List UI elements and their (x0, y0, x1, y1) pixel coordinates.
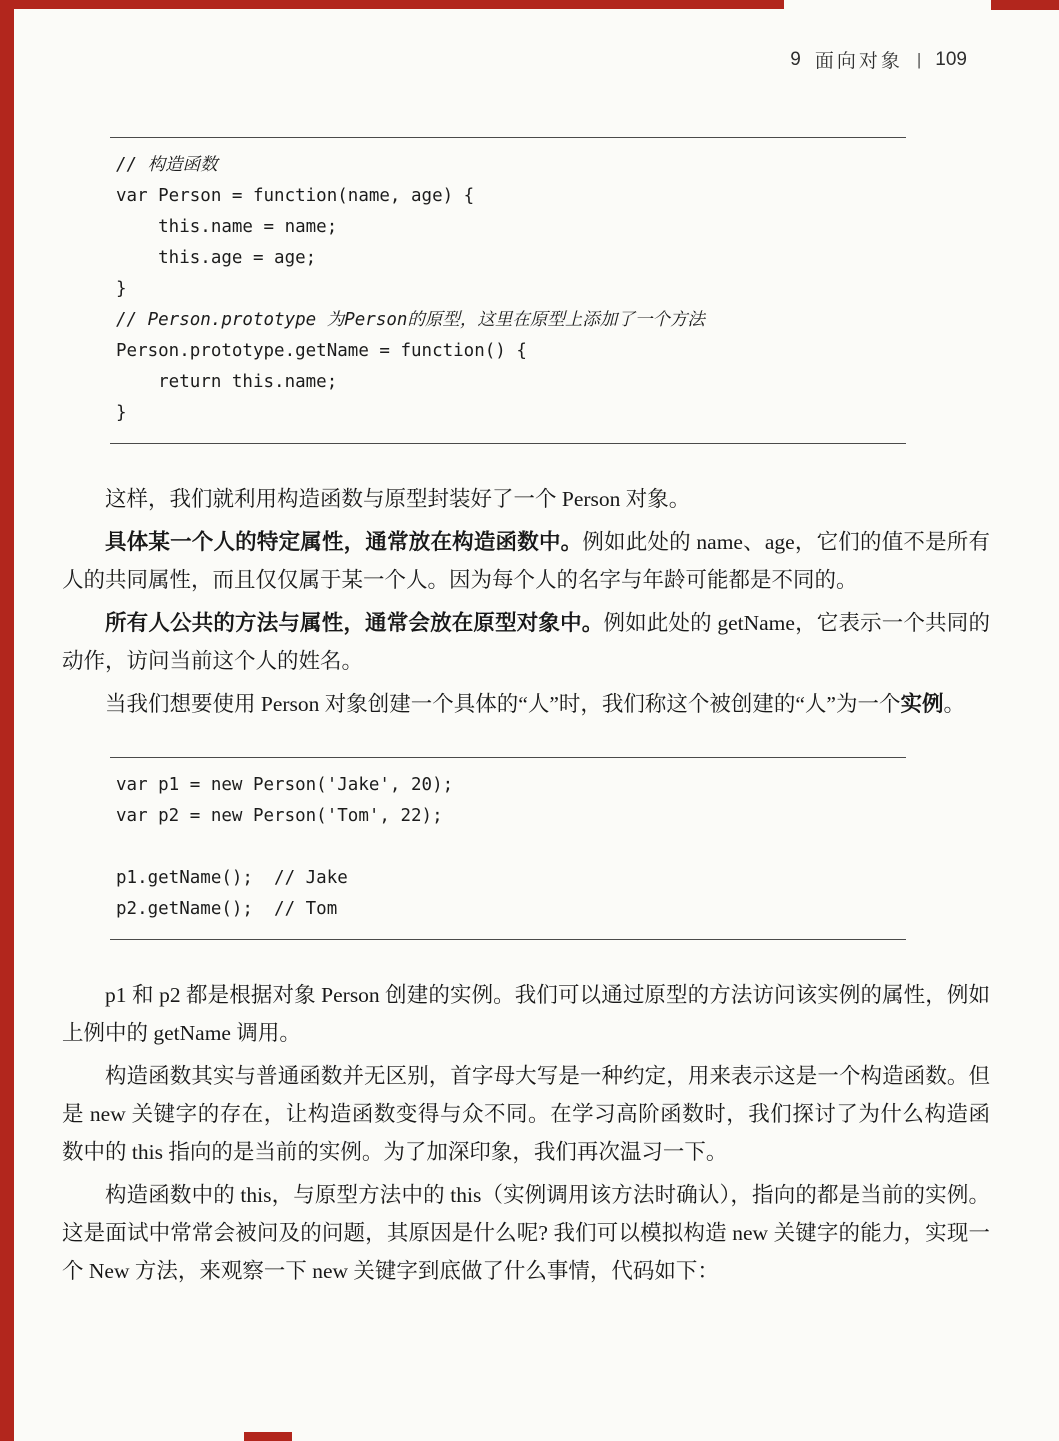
paragraph-text: 当我们想要使用 Person 对象创建一个具体的“人”时，我们称这个被创建的“人”为一个 (105, 692, 901, 716)
paragraph-this-explanation (62, 1176, 990, 1290)
page-number: 109 (935, 48, 967, 70)
code-line (116, 832, 906, 863)
paragraph-text: p1 和 p2 都是根据对象 Person 创建的实例。我们可以通过原型的方法访问该实例的属性，例如上例中的 getName 调用。 (62, 983, 990, 1045)
code-line: // Person.prototype 为Person的原型，这里在原型上添加了一个方法 (116, 310, 705, 330)
code-block-instances (110, 757, 906, 940)
paragraph-bold-lead: 所有人公共的方法与属性，通常会放在原型对象中。 (105, 611, 604, 635)
paragraph-text: 构造函数其实与普通函数并无区别，首字母大写是一种约定，用来表示这是一个构造函数。但是 new 关键字的存在，让构造函数变得与众不同。在学习高阶函数时，我们探讨了为什么构造函数中的 this 指向的是当前的实例。为了加深印象，我们再次温习一下。 (62, 1064, 990, 1164)
paragraph-text: 这样，我们就利用构造函数与原型封装好了一个 Person 对象。 (105, 487, 691, 511)
paragraph-bold-term: 实例 (900, 692, 944, 716)
code-line: this.age = age; (116, 248, 317, 268)
paragraph-specific-properties (62, 523, 990, 599)
paragraph-constructor-convention (62, 1057, 990, 1171)
paragraph-text: 例如此处的 name、age，它们的值不是所有人的共同属性，而且仅仅属于某一个人。因为每个人的名字与年龄可能都是不同的。 (62, 530, 990, 592)
code-line: p2.getName(); // Tom (116, 899, 338, 919)
paragraph-summary (62, 480, 990, 518)
code-line: // 构造函数 (116, 155, 218, 175)
code-line: } (116, 403, 127, 423)
code-line: var p1 = new Person('Jake', 20); (116, 775, 454, 795)
paragraph-p1-p2-instances (62, 976, 990, 1052)
code-line: return this.name; (116, 372, 338, 392)
paragraph-shared-methods (62, 604, 990, 680)
code-line: var Person = function(name, age) { (116, 186, 475, 206)
chapter-number: 9 (790, 48, 801, 70)
paragraph-text: 构造函数中的 this，与原型方法中的 this（实例调用该方法时确认），指向的都是当前的实例。这是面试中常常会被问及的问题，其原因是什么呢? 我们可以模拟构造 new 关键字的能力，实现一个 New 方法，来观察一下 new 关键字到底做了什么事情，代码如下： (62, 1183, 990, 1283)
paragraph-text: 例如此处的 getName，它表示一个共同的动作，访问当前这个人的姓名。 (62, 611, 990, 673)
header-divider: | (916, 49, 922, 69)
scan-edge-top (0, 0, 784, 9)
chapter-title: 面向对象 (814, 51, 903, 72)
code-line: Person.prototype.getName = function() { (116, 341, 527, 361)
code-block-constructor (110, 137, 906, 444)
paragraph-instance-intro (62, 685, 990, 723)
code-line: this.name = name; (116, 217, 338, 237)
scan-edge-bottom-tab (244, 1432, 292, 1441)
scan-edge-top-right (991, 0, 1059, 10)
paragraph-text: 。 (943, 692, 965, 716)
code-line: var p2 = new Person('Tom', 22); (116, 806, 443, 826)
page-content (62, 137, 990, 1290)
code-line: } (116, 279, 127, 299)
running-header (790, 46, 967, 73)
scan-edge-left (0, 0, 14, 1441)
code-line: p1.getName(); // Jake (116, 868, 348, 888)
paragraph-bold-lead: 具体某一个人的特定属性，通常放在构造函数中。 (105, 530, 583, 554)
